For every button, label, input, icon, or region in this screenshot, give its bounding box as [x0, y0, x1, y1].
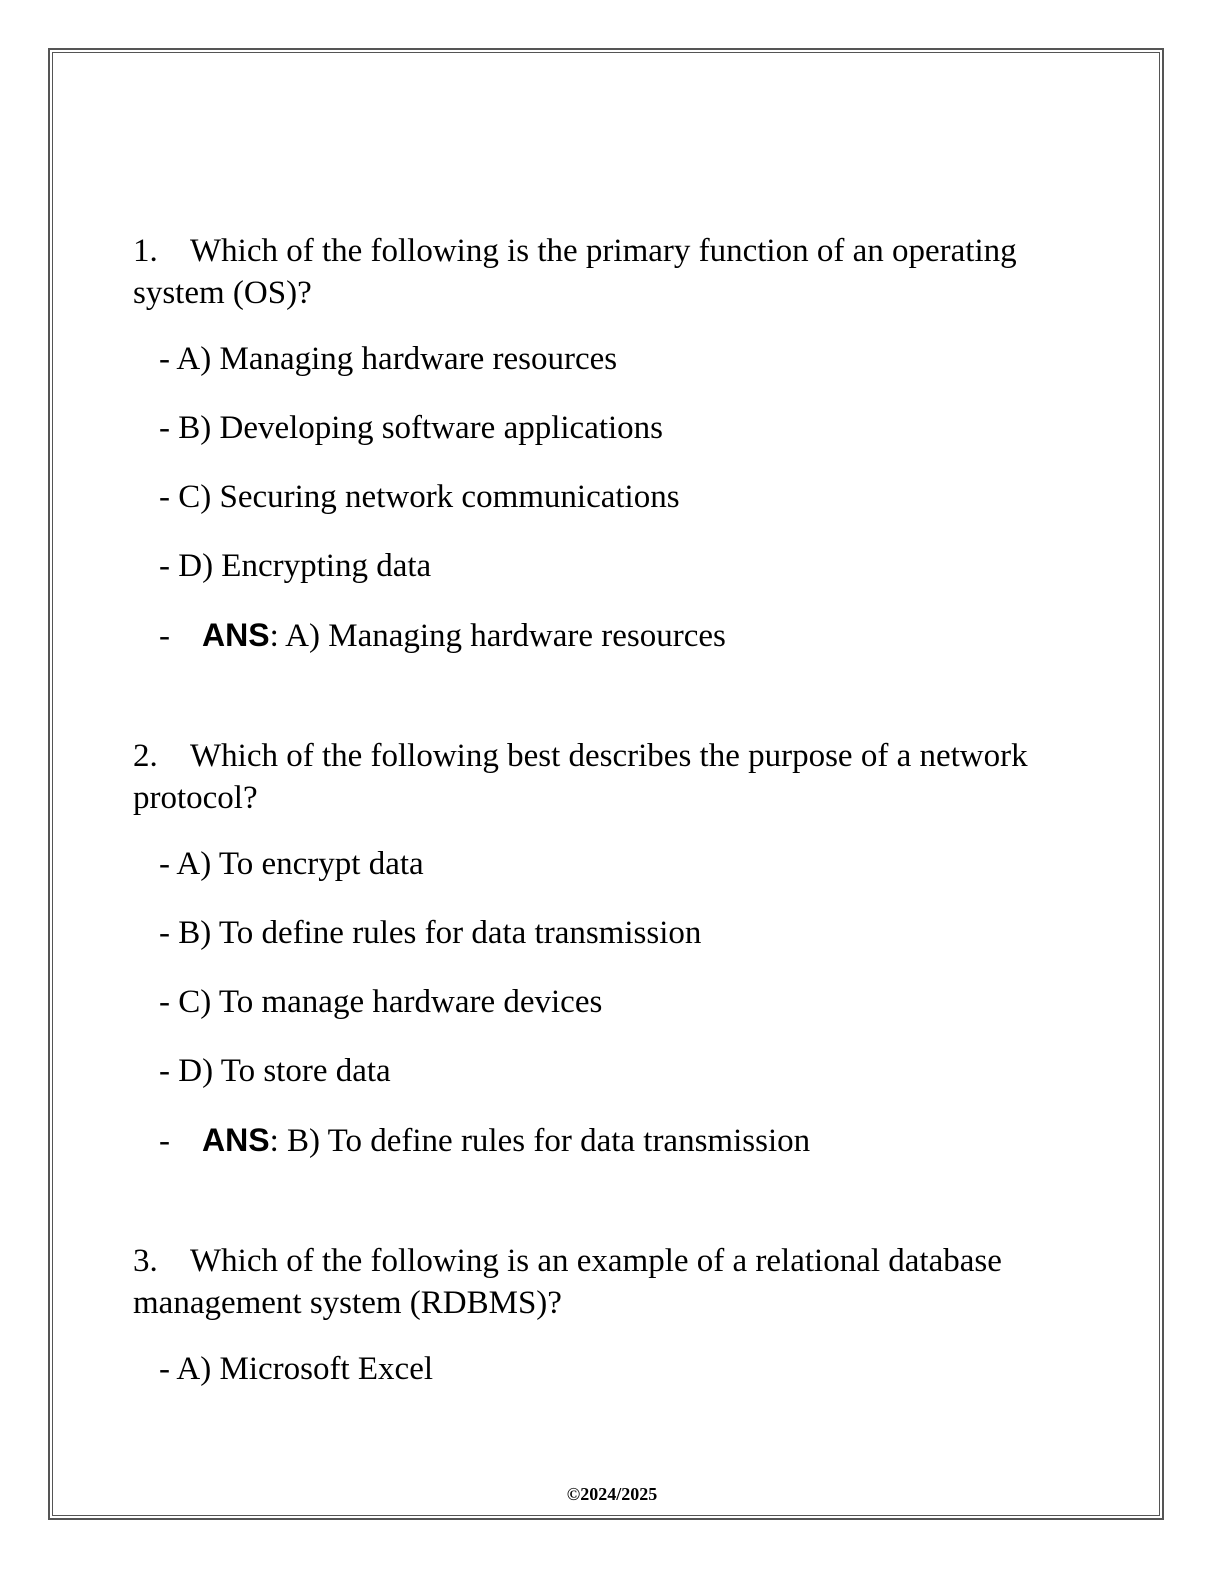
- option-d: - D) To store data: [159, 1053, 391, 1089]
- question-block-3: [133, 1240, 1093, 1390]
- option-a: - A) Microsoft Excel: [159, 1351, 434, 1387]
- answer-line: [159, 614, 1093, 657]
- page-footer: ©2024/2025: [566, 1484, 658, 1504]
- question-number: 3.: [133, 1243, 158, 1279]
- question-block-1: [133, 230, 1093, 657]
- answer-dash: -: [159, 618, 170, 654]
- answer-text: : A) Managing hardware resources: [269, 618, 726, 654]
- question-text: Which of the following is an example of a relational database management system (RDBMS)?: [133, 1243, 1002, 1321]
- question-number: 1.: [133, 233, 158, 269]
- answer-label: ANS: [202, 1122, 270, 1158]
- question-3: [133, 1240, 1093, 1324]
- question-block-2: [133, 735, 1093, 1162]
- option-d: - D) Encrypting data: [159, 548, 432, 584]
- question-text: Which of the following best describes the purpose of a network protocol?: [133, 738, 1028, 816]
- question-2: [133, 735, 1093, 819]
- option-b: - B) To define rules for data transmission: [159, 915, 702, 951]
- option-c: - C) To manage hardware devices: [159, 984, 603, 1020]
- answer-text: : B) To define rules for data transmission: [269, 1123, 811, 1159]
- answer-dash: -: [159, 1123, 170, 1159]
- question-text: Which of the following is the primary function of an operating system (OS)?: [133, 233, 1017, 311]
- answer-line: [159, 1119, 1093, 1162]
- question-number: 2.: [133, 738, 158, 774]
- option-a: - A) To encrypt data: [159, 846, 424, 882]
- question-1: [133, 230, 1093, 314]
- answer-label: ANS: [202, 617, 270, 653]
- question-list: [133, 230, 1093, 1468]
- option-a: - A) Managing hardware resources: [159, 341, 618, 377]
- option-c: - C) Securing network communications: [159, 479, 680, 515]
- option-b: - B) Developing software applications: [159, 410, 664, 446]
